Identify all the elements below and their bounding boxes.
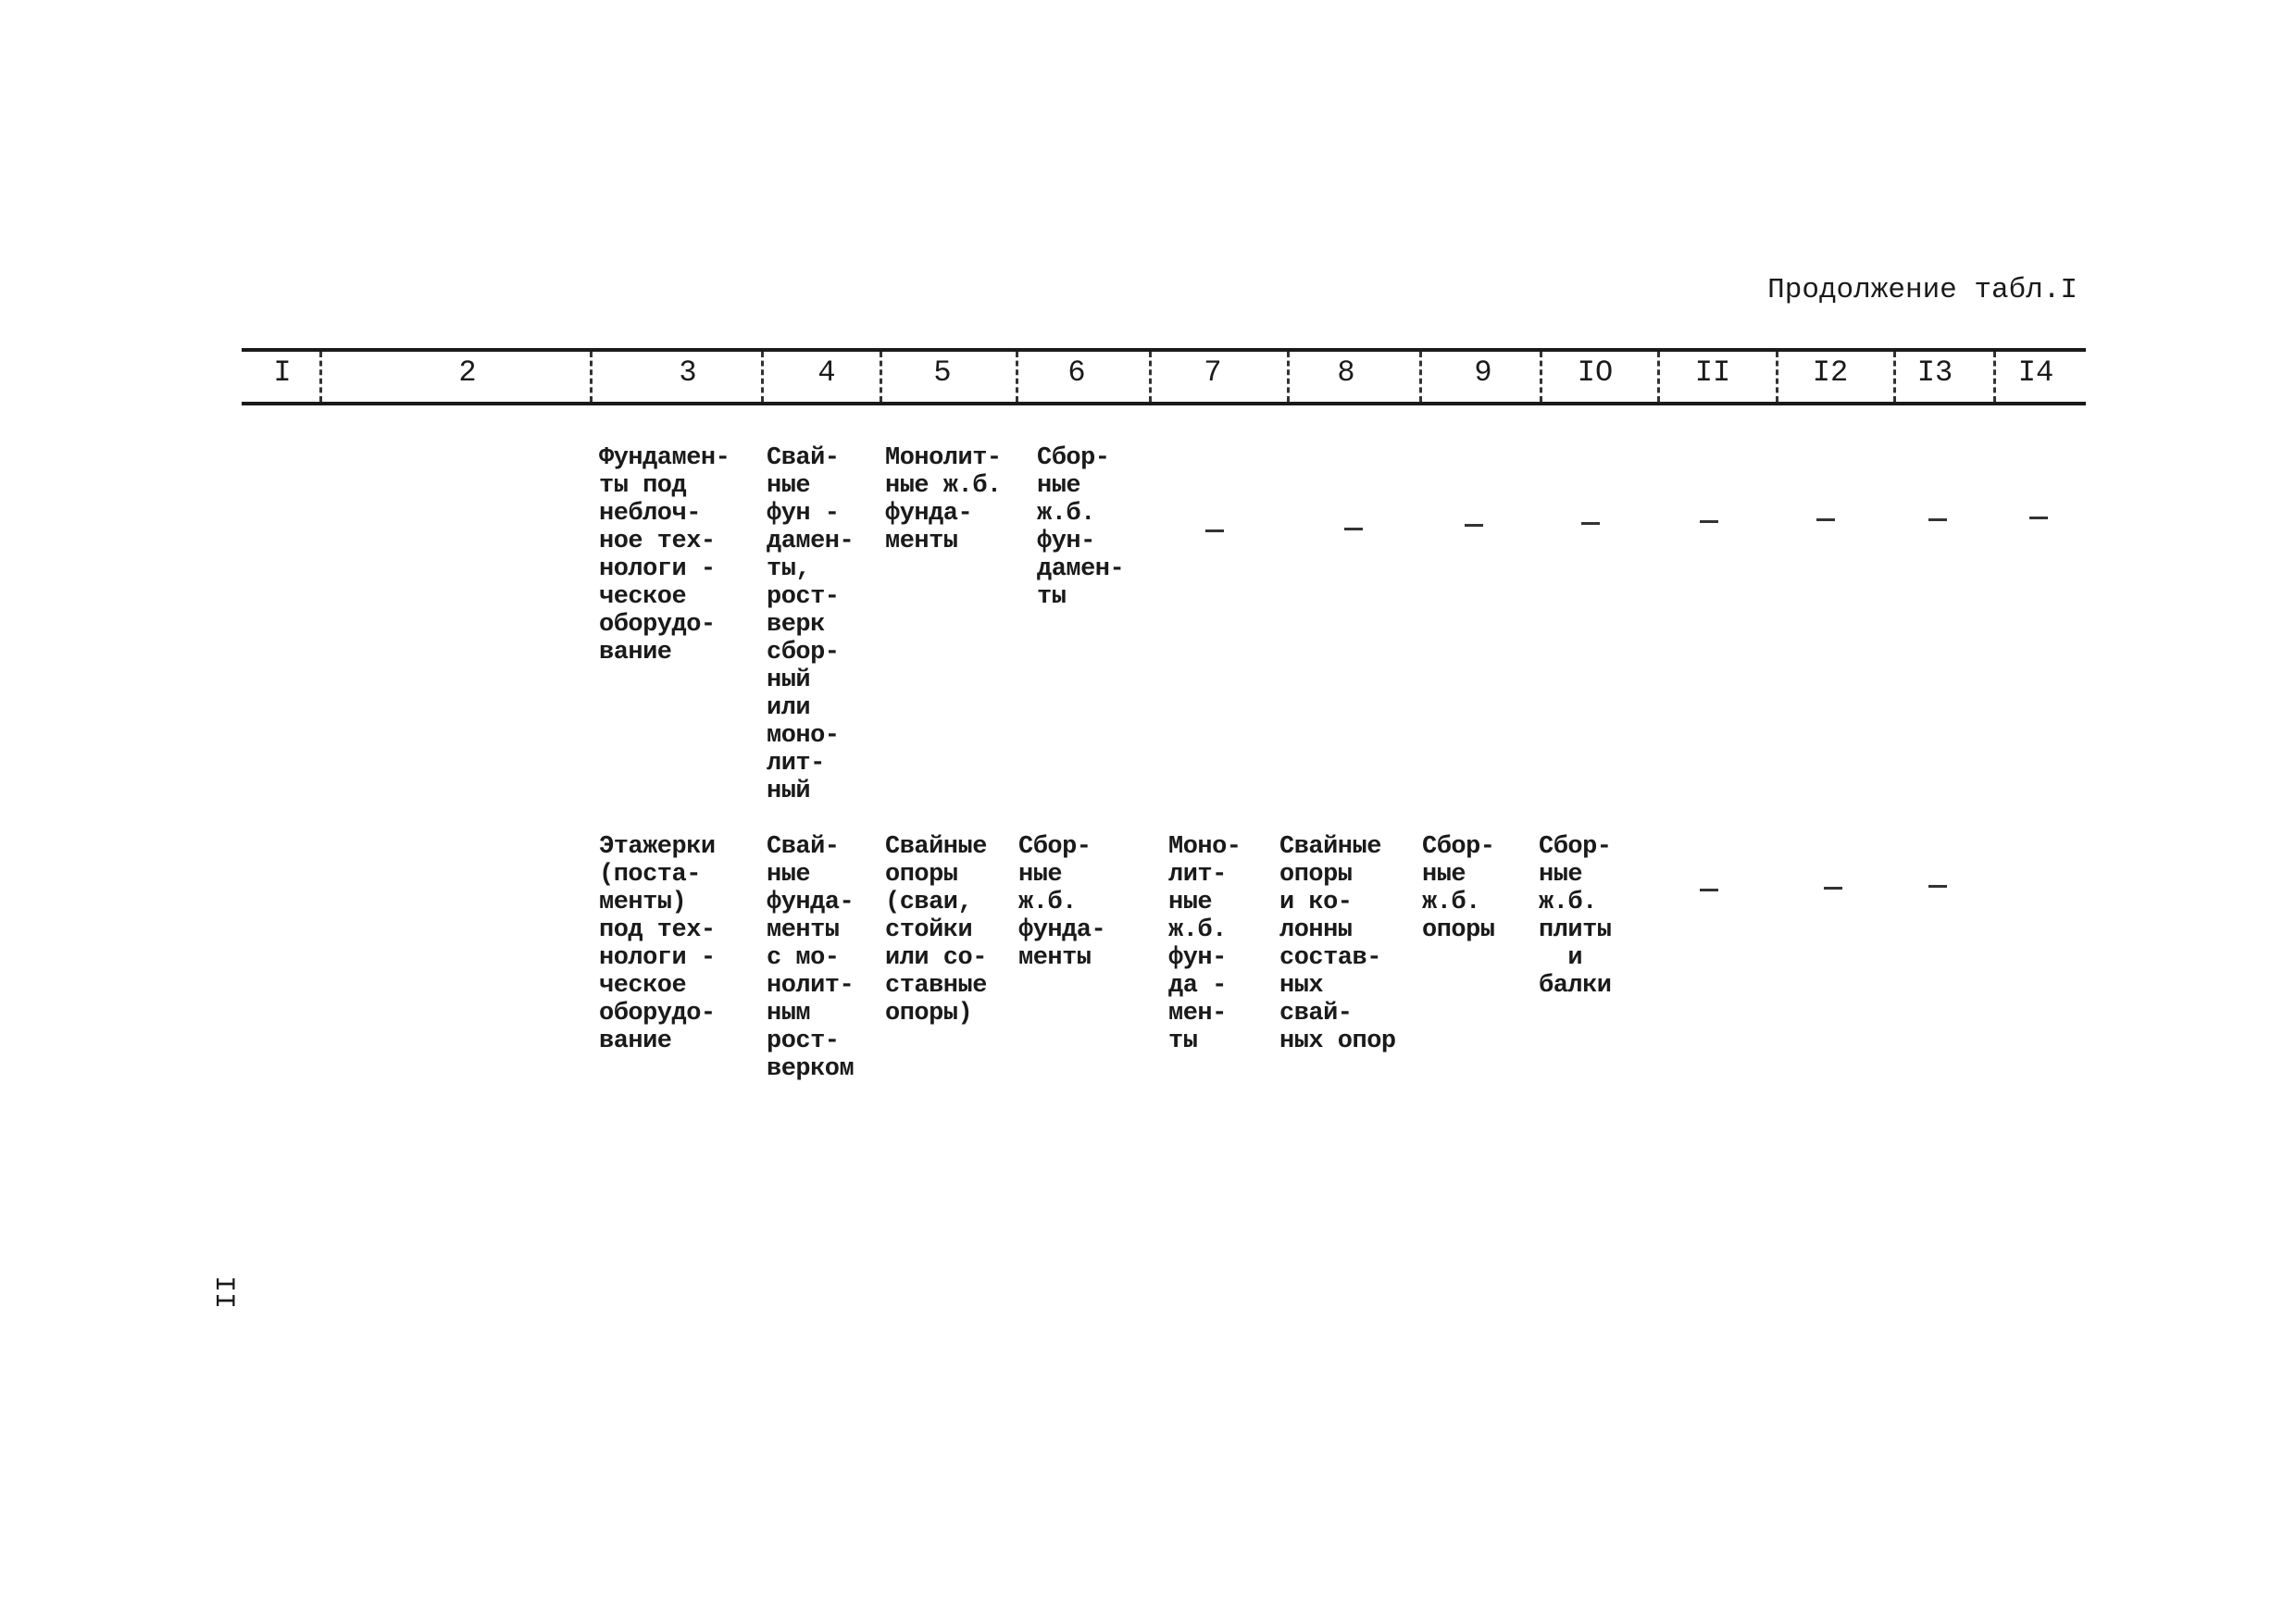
row2-col3: Этажерки (поста- менты) под тех- нологи - ческое оборудо- вание: [599, 833, 716, 1055]
header-col-7: 7: [1204, 355, 1222, 390]
header-col-3: 3: [679, 355, 697, 390]
column-separator: [1016, 352, 1018, 402]
row1-col5: Монолит- ные ж.б. фунда- менты: [885, 444, 1002, 555]
row1-col8-dash: [1344, 528, 1363, 530]
column-separator: [1657, 352, 1660, 402]
column-separator: [880, 352, 882, 402]
header-col-10: IO: [1577, 355, 1614, 390]
row2-col12-dash: [1824, 887, 1842, 890]
row2-col13-dash: [1928, 885, 1947, 888]
header-col-8: 8: [1337, 355, 1355, 390]
column-separator: [761, 352, 764, 402]
row2-col11-dash: [1700, 889, 1718, 891]
column-separator: [590, 352, 593, 402]
row2-col8: Свайные опоры и ко- лонны состав- ных свай- ных опор: [1279, 833, 1396, 1055]
column-separator: [1893, 352, 1896, 402]
row1-col4: Свай- ные фун - дамен- ты, рост- верк сбор- ный или моно- лит- ный: [767, 444, 855, 805]
row1-col12-dash: [1816, 518, 1835, 521]
row2-col7: Моно- лит- ные ж.б. фун- да - мен- ты: [1168, 833, 1242, 1055]
column-separator: [1540, 352, 1542, 402]
column-separator: [1776, 352, 1778, 402]
row2-col9: Сбор- ные ж.б. опоры: [1422, 833, 1495, 944]
table-header-bottom-rule: [242, 402, 2086, 405]
row2-col6: Сбор- ные ж.б. фунда- менты: [1018, 833, 1106, 972]
header-col-1: I: [273, 355, 292, 390]
column-separator: [1993, 352, 1996, 402]
row2-col10: Сбор- ные ж.б. плиты и балки: [1539, 833, 1612, 1000]
row1-col13-dash: [1928, 518, 1947, 521]
row1-col7-dash: [1205, 529, 1224, 532]
header-col-4: 4: [817, 355, 836, 390]
header-col-9: 9: [1474, 355, 1492, 390]
table-top-rule: [242, 348, 2086, 352]
header-col-11: II: [1694, 355, 1731, 390]
header-col-6: 6: [1067, 355, 1086, 390]
header-col-13: I3: [1916, 355, 1953, 390]
column-separator: [319, 352, 322, 402]
row1-col11-dash: [1700, 520, 1718, 523]
row2-col4: Свай- ные фунда- менты с мо- нолит- ным рост- верком: [767, 833, 855, 1083]
row1-col3: Фундамен- ты под неблоч- ное тех- нологи - ческое оборудо- вание: [599, 444, 730, 666]
column-separator: [1149, 352, 1152, 402]
row1-col6: Сбор- ные ж.б. фун- дамен- ты: [1037, 444, 1125, 611]
header-col-2: 2: [458, 355, 477, 390]
continuation-label: Продолжение табл.I: [1767, 274, 2078, 306]
row1-col14-dash: [2029, 517, 2048, 519]
header-col-14: I4: [2017, 355, 2054, 390]
header-col-5: 5: [933, 355, 952, 390]
row2-col5: Свайные опоры (сваи, стойки или со- ставные опоры): [885, 833, 987, 1027]
page-number: II: [207, 1276, 239, 1310]
row1-col9-dash: [1465, 524, 1483, 527]
row1-col10-dash: [1581, 522, 1600, 525]
column-separator: [1419, 352, 1422, 402]
column-separator: [1287, 352, 1290, 402]
header-col-12: I2: [1812, 355, 1849, 390]
